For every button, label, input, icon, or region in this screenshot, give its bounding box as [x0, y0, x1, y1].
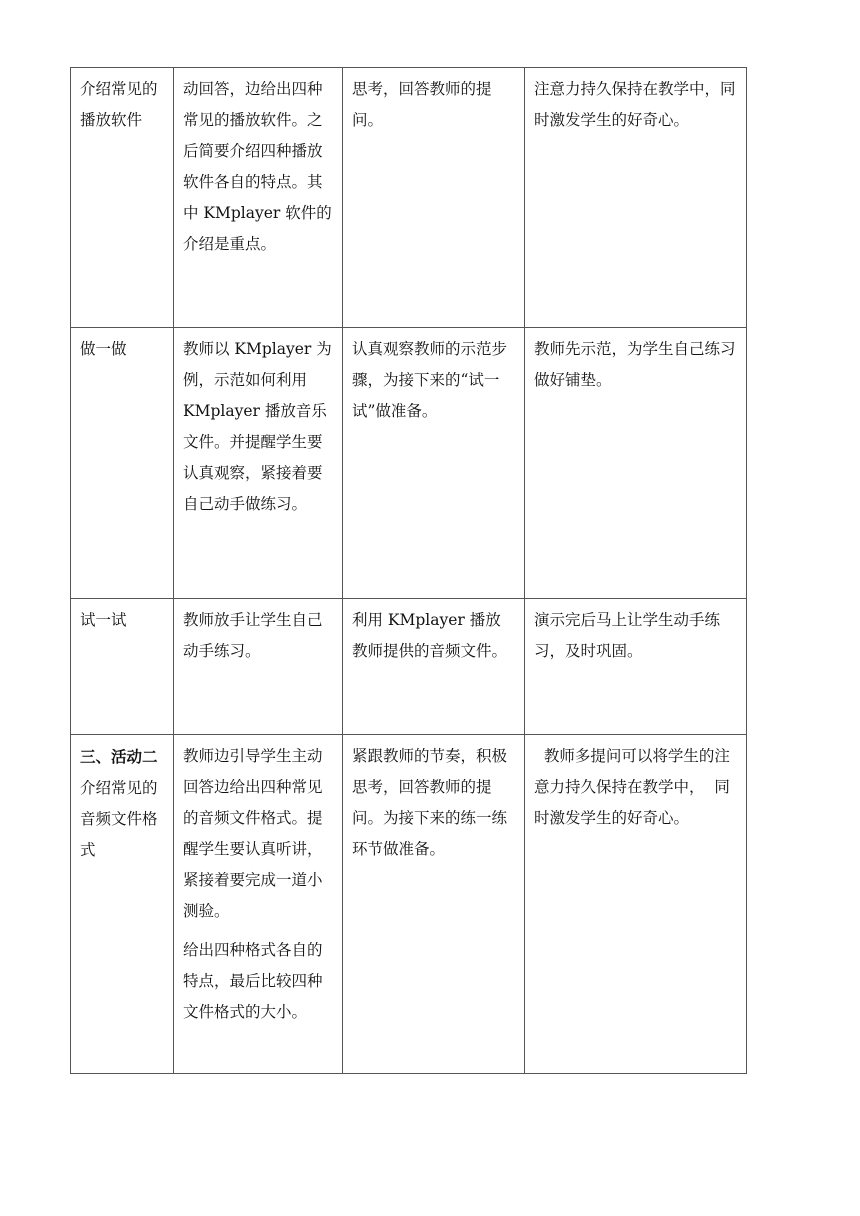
- stage-cell: 试一试: [71, 599, 174, 735]
- teacher-activity-cell: 教师以 KMplayer 为例，示范如何利用 KMplayer 播放音乐文件。并提醒学生要认真观察，紧接着要自己动手做练习。: [174, 328, 343, 599]
- table-row: [71, 599, 747, 735]
- student-activity-cell: 思考，回答教师的提问。: [343, 68, 525, 328]
- student-activity-cell: 认真观察教师的示范步骤，为接下来的“试一试”做准备。: [343, 328, 525, 599]
- lesson-plan-table: [70, 67, 747, 1074]
- table-row: [71, 328, 747, 599]
- teacher-activity-cell: [174, 735, 343, 1074]
- stage-heading: 三、活动二: [80, 747, 158, 766]
- student-activity-cell: 紧跟教师的节奏，积极思考，回答教师的提问。为接下来的练一练环节做准备。: [343, 735, 525, 1074]
- teacher-activity-paragraph: 给出四种格式各自的特点，最后比较四种文件格式的大小。: [183, 941, 323, 1021]
- stage-cell: [71, 735, 174, 1074]
- teacher-activity-cell: 教师放手让学生自己动手练习。: [174, 599, 343, 735]
- table-row: [71, 68, 747, 328]
- teacher-activity-paragraph: 教师边引导学生主动回答边给出四种常见的音频文件格式。提醒学生要认真听讲，紧接着要完成一道小测验。: [183, 747, 323, 920]
- design-intent-cell: 注意力持久保持在教学中，同时激发学生的好奇心。: [525, 68, 747, 328]
- table-row: [71, 735, 747, 1074]
- student-activity-cell: 利用 KMplayer 播放教师提供的音频文件。: [343, 599, 525, 735]
- design-intent-cell: 演示完后马上让学生动手练习，及时巩固。: [525, 599, 747, 735]
- design-intent-cell: 教师多提问可以将学生的注意力持久保持在教学中， 同时激发学生的好奇心。: [525, 735, 747, 1074]
- stage-label: 介绍常见的音频文件格式: [80, 779, 158, 859]
- stage-cell: 介绍常见的播放软件: [71, 68, 174, 328]
- stage-cell: 做一做: [71, 328, 174, 599]
- design-intent-cell: 教师先示范，为学生自己练习做好铺垫。: [525, 328, 747, 599]
- teacher-activity-cell: 动回答，边给出四种常见的播放软件。之后简要介绍四种播放软件各自的特点。其中 KMplayer 软件的介绍是重点。: [174, 68, 343, 328]
